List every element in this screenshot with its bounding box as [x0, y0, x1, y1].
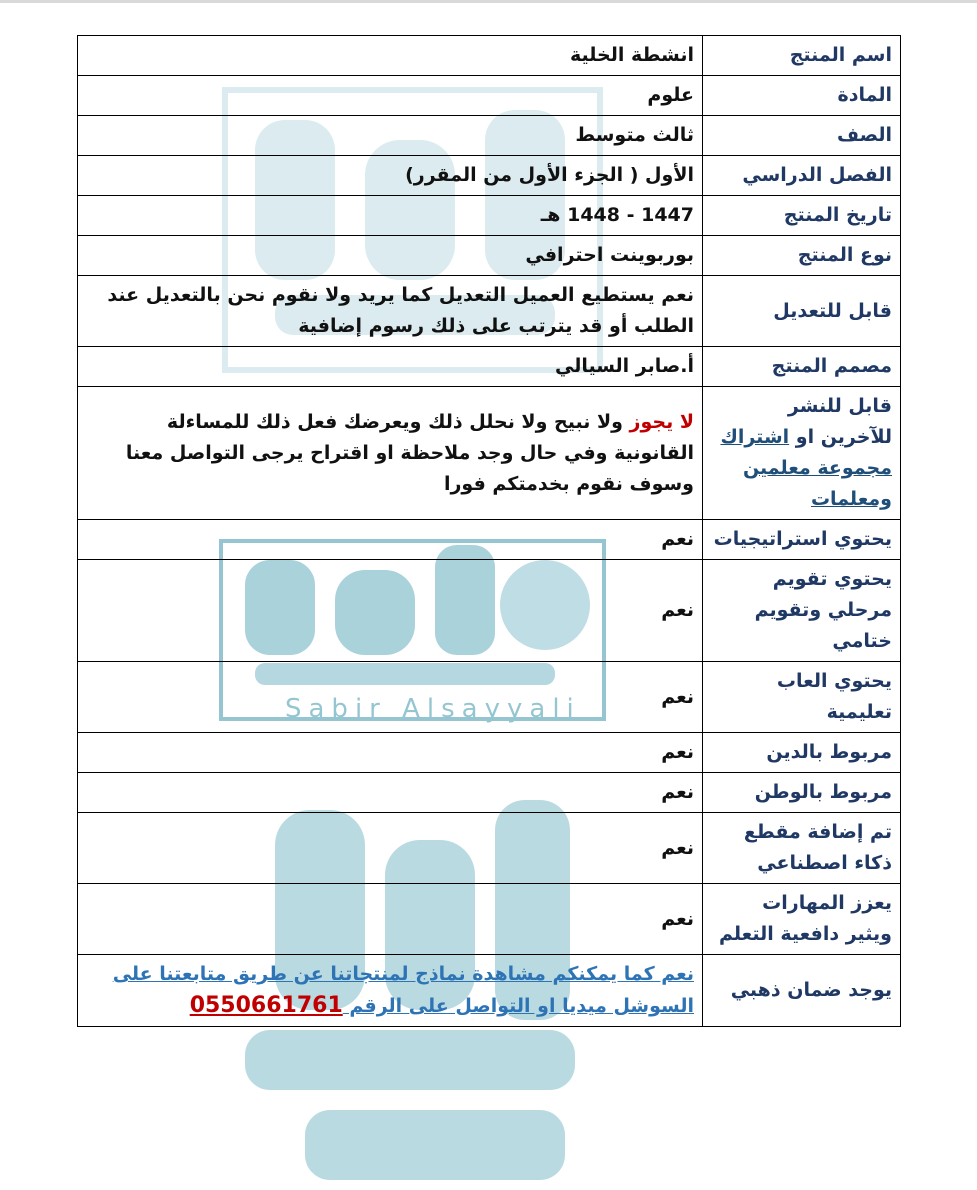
row-label: مربوط بالدين [703, 733, 901, 773]
row-label: تم إضافة مقطع ذكاء اصطناعي [703, 813, 901, 884]
row-value: نعم [78, 884, 703, 955]
row-label: مصمم المنتج [703, 347, 901, 387]
subscription-link[interactable]: اشتراك مجموعة معلمين ومعلمات [720, 426, 892, 510]
row-value: نعم [78, 520, 703, 560]
publish-label-text: قابل للنشر للآخرين او [787, 395, 892, 448]
row-label: يحتوي تقويم مرحلي وتقويم ختامي [703, 560, 901, 662]
row-value: الأول ( الجزء الأول من المقرر) [78, 156, 703, 196]
row-label: يوجد ضمان ذهبي [703, 955, 901, 1027]
table-row [78, 36, 901, 76]
social-media-text[interactable]: نعم كما يمكنكم مشاهدة نماذج لمنتجاتنا عن طريق متابعتنا على السوشل ميديا او التواصل على الرقم [112, 963, 694, 1017]
row-value: نعم [78, 733, 703, 773]
table-row [78, 520, 901, 560]
row-value: ثالث متوسط [78, 116, 703, 156]
watermark-brand-text: Sabir Alsayyali [285, 694, 581, 724]
table-row [78, 884, 901, 955]
row-label: مربوط بالوطن [703, 773, 901, 813]
contact-phone-number[interactable]: 0550661761 [189, 993, 343, 1018]
product-info-table [77, 35, 901, 1027]
row-value: علوم [78, 76, 703, 116]
row-value: نعم [78, 773, 703, 813]
table-row [78, 955, 901, 1027]
row-value: 1447 - 1448 هـ [78, 196, 703, 236]
row-value: انشطة الخلية [78, 36, 703, 76]
row-value: نعم يستطيع العميل التعديل كما يريد ولا نقوم نحن بالتعديل عند الطلب أو قد يترتب على ذلك رسوم إضافية [78, 276, 703, 347]
row-label [703, 387, 901, 520]
row-label: الصف [703, 116, 901, 156]
row-label: الفصل الدراسي [703, 156, 901, 196]
row-label: يحتوي العاب تعليمية [703, 662, 901, 733]
table-row [78, 236, 901, 276]
table-row [78, 773, 901, 813]
designer-name: أ.صابر السيالي [78, 347, 703, 387]
table-row [78, 76, 901, 116]
table-row [78, 733, 901, 773]
row-label: اسم المنتج [703, 36, 901, 76]
table-row [78, 662, 901, 733]
row-label: قابل للتعديل [703, 276, 901, 347]
table-row [78, 116, 901, 156]
row-label: المادة [703, 76, 901, 116]
row-value: نعم [78, 813, 703, 884]
row-value [78, 387, 703, 520]
table-row [78, 560, 901, 662]
row-value: بوربوينت احترافي [78, 236, 703, 276]
not-allowed-highlight: لا يجوز [629, 410, 694, 433]
table-row [78, 813, 901, 884]
table-row [78, 347, 901, 387]
row-label: يحتوي استراتيجيات [703, 520, 901, 560]
row-value [78, 955, 703, 1027]
row-value: نعم [78, 560, 703, 662]
table-row [78, 196, 901, 236]
row-label: تاريخ المنتج [703, 196, 901, 236]
table-row [78, 276, 901, 347]
table-row [78, 156, 901, 196]
row-label: نوع المنتج [703, 236, 901, 276]
publish-policy-text: ولا نبيح ولا نحلل ذلك ويعرضك فعل ذلك للمساءلة القانونية وفي حال وجد ملاحظة او اقتراح يرجى التواصل معنا وسوف نقوم بخدمتكم فورا [125, 410, 694, 495]
row-value: نعم [78, 662, 703, 733]
top-border-line [0, 0, 977, 3]
row-label: يعزز المهارات ويثير دافعية التعلم [703, 884, 901, 955]
table-row [78, 387, 901, 520]
